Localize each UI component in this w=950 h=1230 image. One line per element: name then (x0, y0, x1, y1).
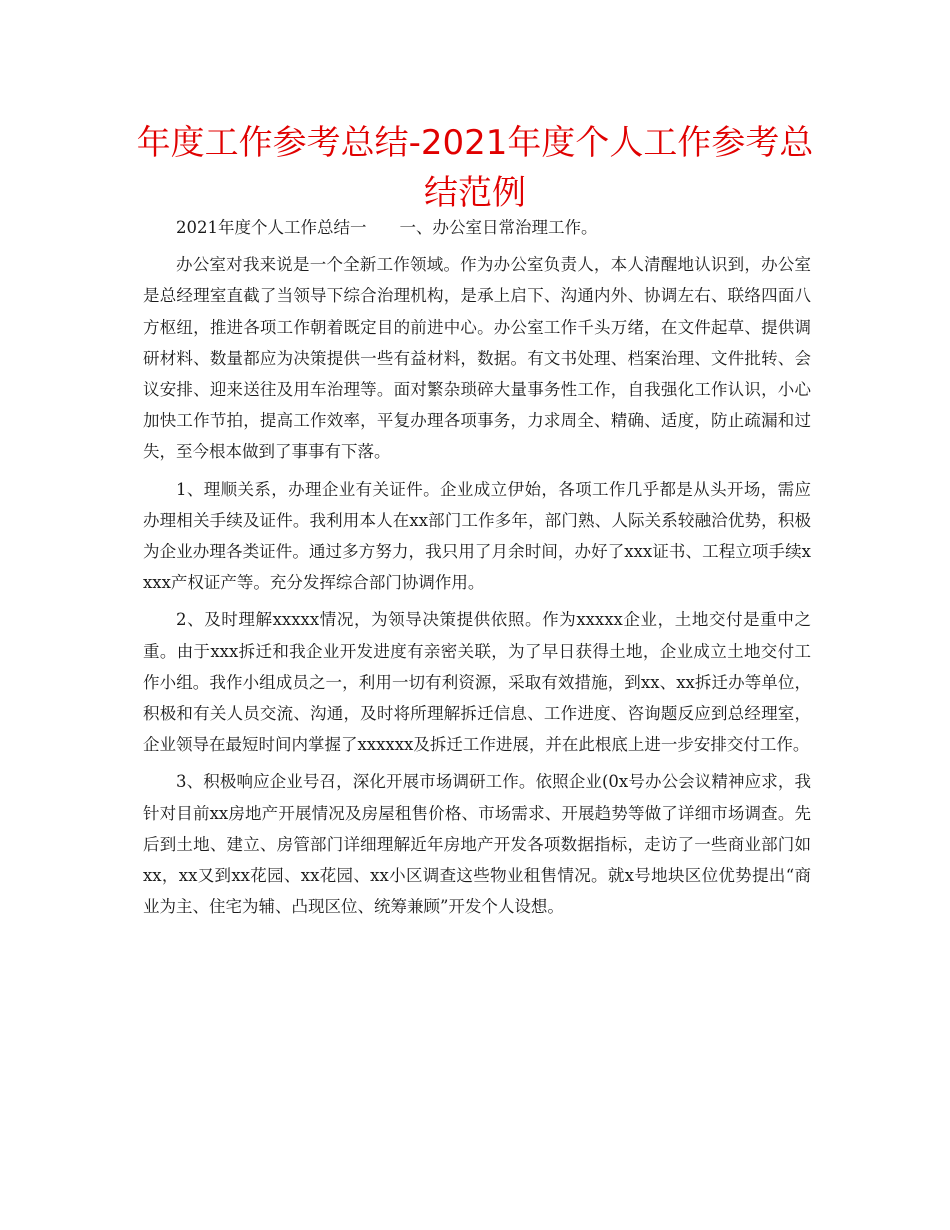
paragraph-intro: 2021年度个人工作总结一 一、办公室日常治理工作。 (176, 218, 598, 237)
paragraph-item-1: 1、理顺关系，办理企业有关证件。企业成立伊始，各项工作几乎都是从头开场，需应办理相关手续及证件。我利用本人在xx部门工作多年，部门熟、人际关系较融洽优势，积极为企业办理各类证件。通过多方努力，我只用了月余时间，办好了xxx证书、工程立项手续xxxx产权证产等。充分发挥综合部门协调作用。 (143, 479, 811, 593)
paragraph-item-3: 3、积极响应企业号召，深化开展市场调研工作。依照企业(0x号办公会议精神应求，我针对目前xx房地产开展情况及房屋租售价格、市场需求、开展趋势等做了详细市场调查。先后到土地、建立、房管部门详细理解近年房地产开发各项数据指标，走访了一些商业部门如xx，xx又到xx花园、xx花园、xx小区调查这些物业租售情况。就x号地块区位优势提出“商业为主、住宅为辅、凸现区位、统筹兼顾”开发个人设想。 (143, 772, 811, 917)
paragraph-item-2: 2、及时理解xxxxx情况，为领导决策提供依照。作为xxxxx企业，土地交付是重中之重。由于xxx拆迁和我企业开发进度有亲密关联，为了早日获得土地，企业成立土地交付工作小组。我作小组成员之一，利用一切有利资源，采取有效措施，到xx、xx拆迁办等单位，积极和有关人员交流、沟通，及时将所理解拆迁信息、工作进度、咨询题反应到总经理室，企业领导在最短时间内掌握了xxxxxx及拆迁工作进展，并在此根底上进一步安排交付工作。 (143, 610, 811, 755)
paragraph-office-work: 办公室对我来说是一个全新工作领域。作为办公室负责人，本人清醒地认识到，办公室是总经理室直截了当领导下综合治理机构，是承上启下、沟通内外、协调左右、联络四面八方枢纽，推进各项工作朝着既定目的前进中心。办公室工作千头万绪，在文件起草、提供调研材料、数量都应为决策提供一些有益材料，数据。有文书处理、档案治理、文件批转、会议安排、迎来送往及用车治理等。面对繁杂琐碎大量事务性工作，自我强化工作认识，小心加快工作节拍，提高工作效率，平复办理各项事务，力求周全、精确、适度，防止疏漏和过失，至今根本做到了事事有下落。 (143, 255, 811, 462)
document-body (143, 212, 811, 928)
document-title: 年度工作参考总结-2021年度个人工作参考总结范例 (136, 123, 814, 213)
